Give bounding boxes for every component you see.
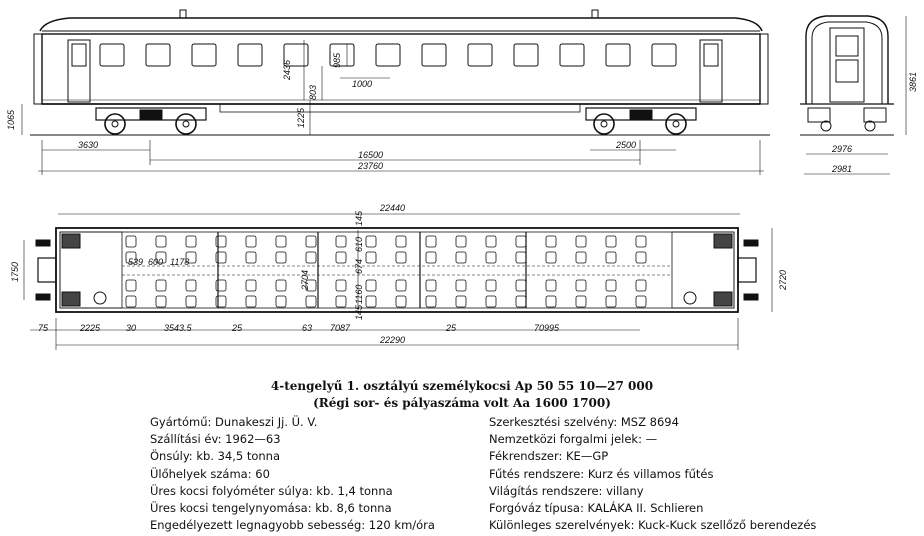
dim-bogie-wheelbase: 2500	[616, 140, 637, 150]
seat	[546, 296, 556, 307]
seat	[246, 252, 256, 263]
dim-door-height: 2436	[282, 59, 292, 80]
seat	[516, 280, 526, 291]
drawing-subtitle: (Régi sor- és pályaszáma volt Aa 1600 1700)	[313, 396, 611, 410]
side-dim-labels	[6, 52, 636, 171]
dim-partition-1: 145	[354, 210, 364, 226]
seat	[426, 280, 436, 291]
seat	[276, 252, 286, 263]
seat	[576, 236, 586, 247]
dim-body-length: 22440	[380, 203, 406, 213]
seat	[276, 236, 286, 247]
seat	[306, 236, 316, 247]
window	[146, 44, 170, 66]
seat	[366, 252, 376, 263]
seat	[516, 296, 526, 307]
window	[560, 44, 584, 66]
seat	[606, 280, 616, 291]
dim-length-over-buffers: 23760	[358, 161, 384, 171]
seat	[516, 252, 526, 263]
window	[100, 44, 124, 66]
bogie-left	[96, 108, 206, 134]
seat	[396, 280, 406, 291]
dim-aisle-width: 1178	[170, 257, 190, 267]
seat	[306, 252, 316, 263]
side-elevation	[34, 10, 768, 112]
seat	[486, 296, 496, 307]
seat	[186, 280, 196, 291]
seat	[246, 296, 256, 307]
dim-buffer-spacing: 1750	[10, 261, 20, 282]
seat	[576, 296, 586, 307]
seat	[456, 252, 466, 263]
spec-bogie-type: Forgóváz típusa: KALÁKA II. Schlieren	[489, 501, 704, 516]
window	[652, 44, 676, 66]
seat	[426, 236, 436, 247]
seat	[576, 252, 586, 263]
dim-window-width: 1000	[352, 79, 373, 89]
seat	[126, 296, 136, 307]
dim-overhang: 3630	[78, 140, 99, 150]
seat	[546, 236, 556, 247]
dim-partition-2: 145	[354, 304, 364, 320]
dim-seat-block-1: 2704	[300, 269, 310, 290]
dim-seat-block-2: 1160	[354, 284, 364, 304]
drawing-title: 4-tengelyű 1. osztályú személykocsi Ap 50 55 10—27 000	[270, 379, 654, 393]
dim-window-height: 985	[332, 52, 342, 68]
dim-end-width-body: 2976	[832, 144, 853, 154]
seat	[156, 280, 166, 291]
window	[238, 44, 262, 66]
dim-seat-pitch-2: 600	[148, 257, 164, 267]
seat	[576, 280, 586, 291]
seat	[486, 236, 496, 247]
dim-gap-1: 30	[126, 323, 137, 333]
dim-seat-block-4: 610	[354, 236, 364, 252]
spec-weight-per-meter: Üres kocsi folyóméter súlya: kb. 1,4 tonna	[150, 483, 393, 498]
seat	[246, 280, 256, 291]
window	[468, 44, 492, 66]
seat	[336, 236, 346, 247]
dim-end-2: 2225	[80, 323, 101, 333]
seat	[456, 280, 466, 291]
dim-bogie-centers: 16500	[358, 150, 384, 160]
dim-window-sill: 803	[308, 84, 318, 100]
dim-end-1: 75	[38, 323, 49, 333]
seat	[276, 296, 286, 307]
window	[192, 44, 216, 66]
dim-wall-2: 63	[302, 323, 313, 333]
seat	[486, 252, 496, 263]
seat-layout	[126, 236, 646, 307]
spec-heating: Fűtés rendszere: Kurz és villamos fűtés	[489, 466, 714, 481]
seat	[156, 296, 166, 307]
specs-left	[150, 414, 435, 534]
seat	[366, 236, 376, 247]
specs-right	[489, 414, 816, 534]
end-view	[800, 16, 906, 174]
spec-brake-system: Fékrendszer: KE—GP	[489, 449, 609, 464]
seat	[486, 280, 496, 291]
dim-plan-width: 2720	[778, 269, 788, 290]
dim-wall-3: 25	[446, 323, 457, 333]
dim-seat-block-3: 674	[354, 258, 364, 274]
seat	[456, 236, 466, 247]
seat	[636, 280, 646, 291]
seat	[366, 280, 376, 291]
seat	[276, 280, 286, 291]
seat	[336, 296, 346, 307]
seat	[126, 236, 136, 247]
side-windows	[100, 44, 676, 66]
spec-special-equipment: Különleges szerelvények: Kuck-Kuck szellőző berendezés	[489, 518, 817, 533]
spec-tare-weight: Önsúly: kb. 34,5 tonna	[150, 449, 281, 464]
spec-delivery-year: Szállítási év: 1962—63	[150, 432, 281, 447]
window	[514, 44, 538, 66]
seat	[396, 236, 406, 247]
dim-end-height: 3861	[908, 71, 918, 92]
seat	[636, 296, 646, 307]
dim-floor-height: 1225	[296, 107, 306, 128]
window	[422, 44, 446, 66]
seat	[396, 252, 406, 263]
seat	[246, 236, 256, 247]
seat	[366, 296, 376, 307]
seat	[636, 252, 646, 263]
seat	[456, 296, 466, 307]
seat	[426, 252, 436, 263]
window	[606, 44, 630, 66]
dim-compartment-3: 70995	[534, 323, 560, 333]
seat	[126, 280, 136, 291]
seat	[546, 280, 556, 291]
seat	[156, 236, 166, 247]
seat	[186, 236, 196, 247]
dim-end-width-max: 2981	[832, 164, 853, 174]
seat	[306, 296, 316, 307]
dim-compartment-2: 7087	[330, 323, 351, 333]
seat	[636, 236, 646, 247]
spec-manufacturer: Gyártómű: Dunakeszi Jj. Ü. V.	[150, 415, 318, 429]
seat	[606, 296, 616, 307]
spec-gauge: Szerkesztési szelvény: MSZ 8694	[489, 415, 679, 429]
seat	[336, 280, 346, 291]
dim-compartment-length: 3543.5	[164, 323, 192, 333]
seat	[186, 296, 196, 307]
seat	[396, 296, 406, 307]
spec-intl-marks: Nemzetközi forgalmi jelek: —	[489, 432, 658, 447]
dim-buffer-height: 1065	[6, 109, 16, 130]
window	[376, 44, 400, 66]
seat	[606, 252, 616, 263]
spec-seat-count: Ülőhelyek száma: 60	[150, 466, 270, 481]
dim-wall-1: 25	[232, 323, 243, 333]
seat	[606, 236, 616, 247]
bogie-right	[586, 108, 696, 134]
seat	[516, 236, 526, 247]
spec-max-speed: Engedélyezett legnagyobb sebesség: 120 km/óra	[150, 518, 435, 533]
spec-lighting: Világítás rendszere: villany	[489, 483, 644, 498]
seat	[336, 252, 346, 263]
dim-seat-pitch-1: 539	[128, 257, 144, 267]
seat	[546, 252, 556, 263]
dim-length-total: 22290	[380, 335, 406, 345]
plan-dim-labels	[10, 203, 788, 345]
spec-axle-load: Üres kocsi tengelynyomása: kb. 8,6 tonna	[150, 501, 392, 516]
seat	[426, 296, 436, 307]
